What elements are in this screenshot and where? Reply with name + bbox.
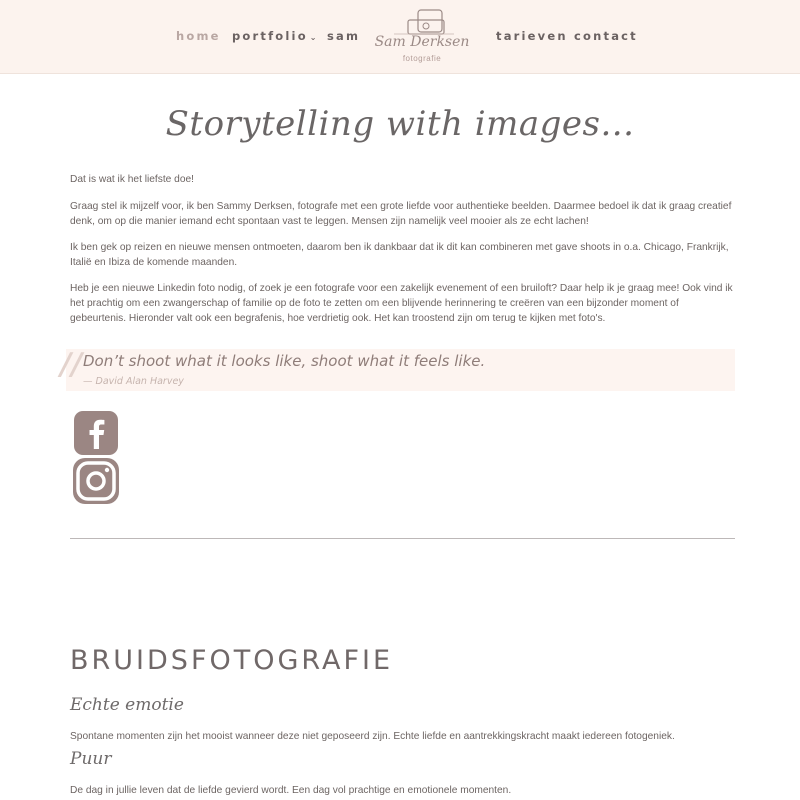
puur-paragraph: De dag in jullie leven dat de liefde gevierd wordt. Een dag vol prachtige en emotionele momenten. — [70, 785, 512, 796]
section-title: BRUIDSFOTOGRAFIE — [70, 645, 394, 676]
quote-mark-icon: // — [60, 347, 82, 382]
subheading-puur: Puur — [70, 749, 112, 769]
emotie-paragraph: Spontane momenten zijn het mooist wanneer deze niet geposeerd zijn. Echte liefde en aantrekkingskracht maakt iedereen fotogeniek. — [70, 731, 675, 742]
logo-script-text: Sam Derksen — [374, 34, 470, 50]
instagram-icon — [72, 457, 120, 505]
quote-text: Don’t shoot what it looks like, shoot what it feels like. — [83, 352, 486, 370]
nav-home[interactable]: home — [176, 29, 221, 43]
nav-portfolio-label: portfolio — [232, 29, 308, 43]
facebook-link[interactable] — [72, 409, 120, 457]
nav-sam[interactable]: sam — [327, 29, 361, 43]
travel-paragraph: Ik ben gek op reizen en nieuwe mensen ontmoeten, daarom ben ik dankbaar dat ik dit kan combineren met gave shoots in o.a. Chicago, Frankrijk, Italië en Ibiza de komende maanden. — [70, 242, 729, 268]
quote-author: — David Alan Harvey — [83, 376, 184, 387]
site-logo[interactable] — [372, 6, 472, 68]
nav-tarieven[interactable]: tarieven — [496, 29, 568, 43]
site-header — [0, 0, 800, 74]
nav-contact[interactable]: contact — [574, 29, 638, 43]
facebook-icon — [72, 409, 120, 457]
logo-subtitle: fotografie — [402, 54, 442, 63]
nav-portfolio[interactable] — [232, 29, 317, 43]
subheading-echte-emotie: Echte emotie — [70, 695, 184, 715]
intro-paragraph: Dat is wat ik het liefste doe! — [70, 174, 195, 185]
instagram-link[interactable] — [72, 457, 120, 505]
page-title: Storytelling with images... — [165, 104, 635, 144]
section-divider — [70, 538, 735, 539]
services-paragraph: Heb je een nieuwe Linkedin foto nodig, of zoek je een fotografe voor een zakelijk evenement of een bruiloft? Daar help ik je graag mee! Ook vind ik het prachtig om een zwangerschap of familie op de foto te zetten om een blijvende herinnering te creëren van een bijzonder moment of gebeurtenis. Hieronder valt ook een begrafenis, hoe verdrietig ook. Het kan troostend zijn om terug te kijken met foto's. — [70, 283, 733, 324]
quote-block — [60, 347, 735, 391]
chevron-down-icon: ⌄ — [309, 33, 317, 42]
about-paragraph: Graag stel ik mijzelf voor, ik ben Sammy Derksen, fotografe met een grote liefde voor authentieke beelden. Daarmee bedoel ik dat ik graag creatief denk, om op die manier iemand echt spontaan vast te leggen. Mensen zijn namelijk veel mooier als ze echt lachen! — [70, 201, 732, 227]
